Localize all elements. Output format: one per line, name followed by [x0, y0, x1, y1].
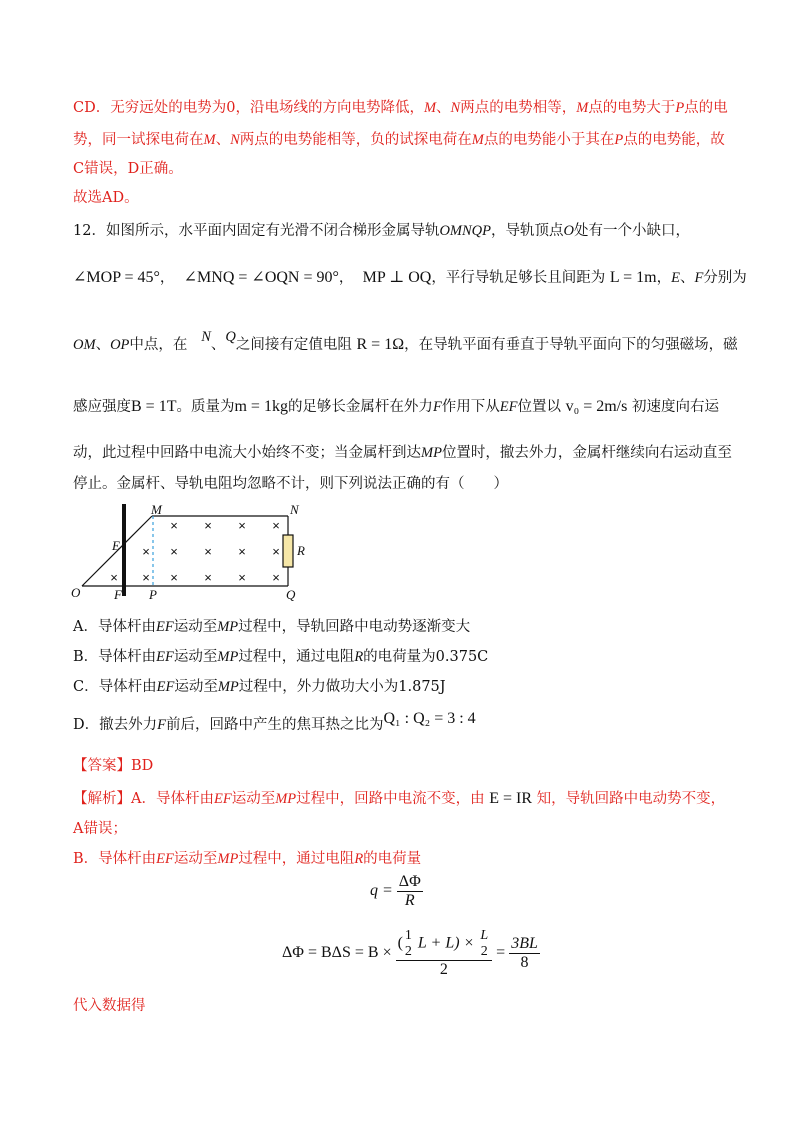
- question-12-line-6: 停止。金属杆、导轨电阻均忽略不计，则下列说法正确的有（ ）: [73, 476, 508, 492]
- fraction: $\frac{\Delta\Phi}{R}$: [398, 873, 421, 909]
- field-mark: ×: [272, 570, 280, 585]
- label-e: E: [112, 538, 120, 553]
- formula-charge: q = $\frac{\Delta\Phi}{R}$: [370, 873, 421, 909]
- label-r: R: [297, 543, 305, 558]
- question-12-line-5: 动，此过程中回路中电流大小始终不变；当金属杆到达MP位置时，撤去外力，金属杆继续向右运动直至: [73, 445, 732, 461]
- label-p: P: [149, 587, 157, 602]
- question-12-line-1: 12．如图所示，水平面内固定有光滑不闭合梯形金属导轨OMNQP，导轨顶点O处有一个小缺口，: [73, 223, 690, 239]
- solution-cd-line-3: C错误，D正确。: [73, 161, 183, 177]
- label-n: N: [290, 502, 299, 517]
- field-mark: ×: [238, 570, 246, 585]
- label-q: Q: [286, 587, 296, 602]
- option-b: B．导体杆由EF运动至MP过程中，通过电阻R的电荷量为0.375C: [73, 649, 489, 665]
- label-f: F: [114, 587, 122, 602]
- field-mark: ×: [110, 570, 118, 585]
- solution-cd-line-2: 势，同一试探电荷在M、N两点的电势能相等，负的试探电荷在M点的电势能小于其在P点的电势能，故: [73, 132, 725, 148]
- option-a: A．导体杆由EF运动至MP过程中，导轨回路中电动势逐渐变大: [73, 619, 471, 635]
- option-c: C．导体杆由EF运动至MP过程中，外力做功大小为1.875J: [73, 679, 446, 695]
- option-d: D．撤去外力F前后，回路中产生的焦耳热之比为Q₁ : Q₂ = 3 : 4: [73, 710, 476, 733]
- field-mark: ×: [204, 544, 212, 559]
- question-12-line-2: ∠MOP = 45°， ∠MNQ = ∠OQN = 90°， MP ⊥ OQ，平行导轨足够长且间距为 L = 1m，E、F分别为: [73, 269, 747, 286]
- question-12-line-3: OM、OP中点，在 N、Q之间接有定值电阻 R = 1Ω，在导轨平面有垂直于导轨平面向下的匀强磁场，磁: [73, 329, 738, 353]
- label-o: O: [71, 585, 81, 600]
- field-mark: ×: [142, 544, 150, 559]
- resistor-r: [283, 535, 293, 567]
- field-mark: ×: [170, 570, 178, 585]
- fraction-big: ( 1 2 L + L) × L 2 2: [396, 928, 493, 979]
- analysis-line-2: A错误；: [73, 821, 127, 837]
- field-mark: ×: [272, 544, 280, 559]
- field-mark: ×: [272, 518, 280, 533]
- answer-label: 【答案】BD: [73, 758, 154, 774]
- field-mark: ×: [142, 570, 150, 585]
- field-mark: ×: [170, 518, 178, 533]
- magnetic-field-marks: [110, 518, 280, 585]
- field-mark: ×: [238, 544, 246, 559]
- rail-circuit-diagram: [64, 500, 324, 608]
- analysis-line-1: 【解析】A．导体杆由EF运动至MP过程中，回路中电流不变，由 E = IR 知，导轨回路中电动势不变，: [73, 790, 726, 807]
- field-mark: ×: [238, 518, 246, 533]
- substitute-data: 代入数据得: [73, 998, 146, 1014]
- question-12-line-4: 感应强度B = 1T。质量为m = 1kg的足够长金属杆在外力F作用下从EF位置以 v₀ = 2m/s 初速度向右运: [73, 398, 719, 415]
- field-mark: ×: [170, 544, 178, 559]
- solution-cd-line-1: CD．无穷远处的电势为0，沿电场线的方向电势降低，M、N两点的电势相等，M点的电势大于P点的电: [73, 100, 728, 116]
- solution-conclusion: 故选AD。: [73, 190, 139, 206]
- field-mark: ×: [204, 570, 212, 585]
- formula-flux: ΔΦ = BΔS = B × ( 1 2 L + L) × L 2 2 = $\frac{3BL}{8}$: [282, 928, 538, 978]
- analysis-line-3: B．导体杆由EF运动至MP过程中，通过电阻R的电荷量: [73, 851, 422, 867]
- label-m: M: [151, 502, 162, 517]
- fraction-result: $\frac{3BL}{8}$: [511, 935, 538, 971]
- field-mark: ×: [204, 518, 212, 533]
